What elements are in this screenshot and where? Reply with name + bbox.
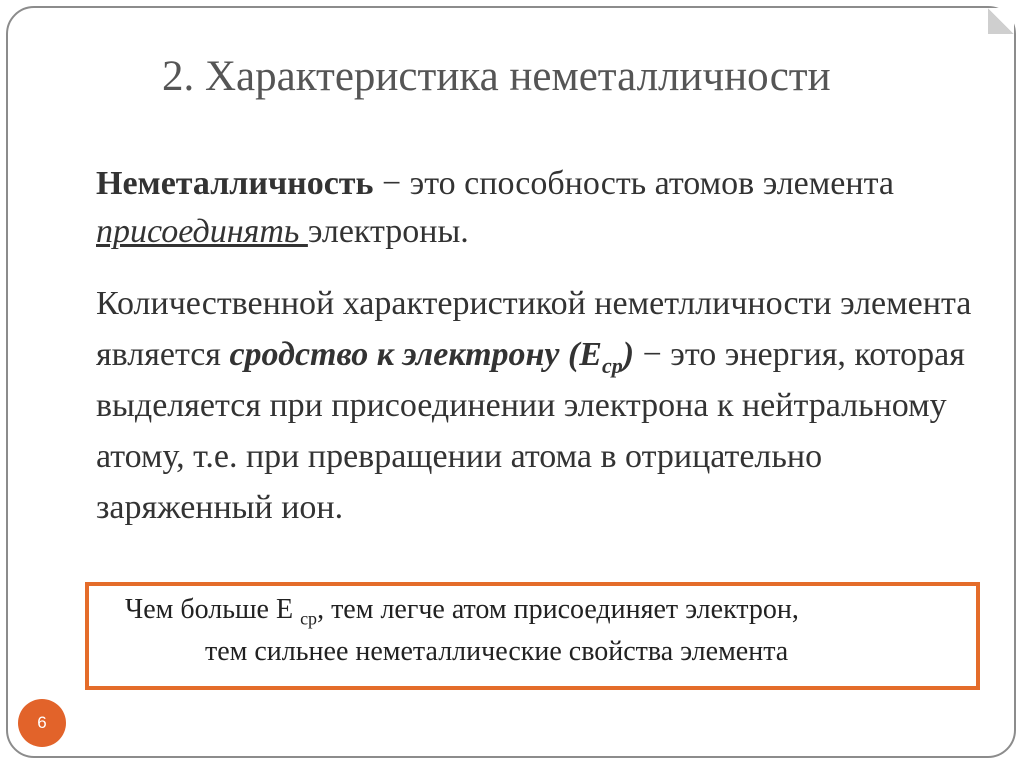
electron-affinity-term (229, 336, 635, 378)
definition-text-part1: − это способность атомов элемента (373, 165, 894, 202)
slide-title: 2. Характеристика неметалличности (162, 53, 831, 100)
rule-line-2: тем сильнее неметаллические свойства элемента (205, 636, 789, 667)
definition-paragraph (96, 160, 926, 256)
definition-term: Неметалличность (96, 165, 374, 202)
rule-highlight-box (85, 582, 980, 690)
affinity-subscript: ср (601, 352, 623, 378)
definition-text-part2: электроны. (307, 213, 469, 250)
rule-line1-pre: Чем больше Е (125, 594, 301, 625)
affinity-close: ) (622, 336, 635, 373)
rule-line-1 (125, 594, 799, 630)
rule-line1-post: , тем легче атом присоединяет электрон, (317, 594, 799, 625)
rule-line1-subscript: ср (300, 608, 318, 629)
quant-text-part1: Количественной характеристикой неметлличности элемента является (96, 285, 972, 373)
definition-action: присоединять (96, 213, 308, 250)
quant-text-part2: − это энергия, которая выделяется при присоединении электрона к нейтральному атому, т.е. при превращении атома в отрицательно заряженный ион. (96, 336, 965, 526)
page-curl-corner (988, 8, 1014, 34)
page-number-badge: 6 (18, 699, 66, 747)
electron-affinity-paragraph (96, 278, 996, 533)
affinity-label: сродство к электрону (E (229, 336, 602, 373)
